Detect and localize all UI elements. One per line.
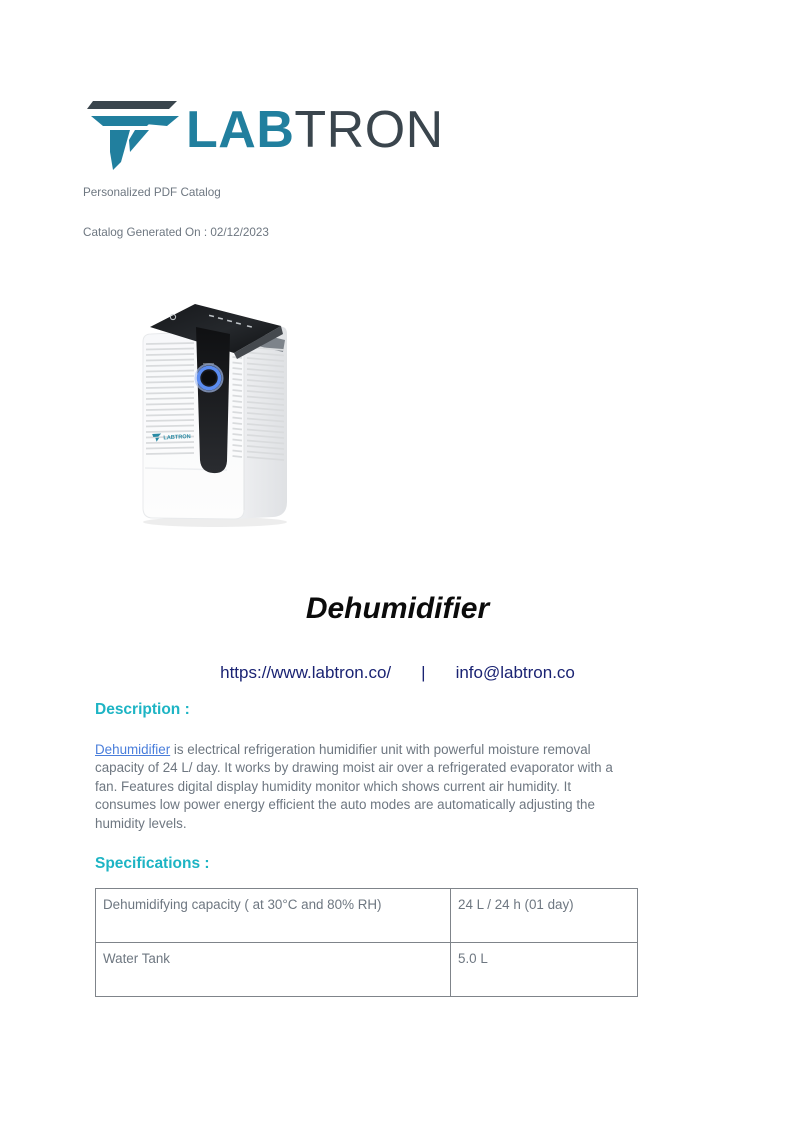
brand-wordmark [186,100,444,160]
specifications-heading: Specifications : [95,855,210,872]
contact-links [0,663,795,683]
spec-name-cell: Dehumidifying capacity ( at 30°C and 80% RH) [96,889,451,943]
spec-name-cell: Water Tank [96,943,451,997]
page-title: Dehumidifier [305,592,490,625]
table-row [96,889,638,943]
display-strip [196,327,230,473]
brand-lab: LAB [186,101,295,159]
description-text: is electrical refrigeration humidifier unit with powerful moisture removal capacity of 24 L/ day. It works by drawing moist air over a refrigerated evaporator with a fan. Features digital display humidity monitor which shows current air humidity. It consumes low power energy efficient the auto modes are automatically adjusting the humidity levels. [95,742,613,831]
table-row [96,943,638,997]
catalog-subtitle: Personalized PDF Catalog [83,186,221,199]
specifications-table [95,888,638,997]
description-paragraph [95,741,631,833]
labtron-logo-icon [83,92,185,174]
spec-value-cell: 5.0 L [451,943,638,997]
catalog-generated-date: Catalog Generated On : 02/12/2023 [83,226,269,239]
description-heading: Description : [95,701,190,718]
brand-tron: TRON [294,101,444,159]
link-separator: | [421,663,426,682]
spec-value-cell: 24 L / 24 h (01 day) [451,889,638,943]
product-image [133,290,293,530]
email-link[interactable]: info@labtron.co [455,663,575,682]
dehumidifier-link[interactable]: Dehumidifier [95,742,171,757]
website-link[interactable]: https://www.labtron.co/ [220,663,392,682]
svg-text:LABTRON: LABTRON [163,433,191,442]
